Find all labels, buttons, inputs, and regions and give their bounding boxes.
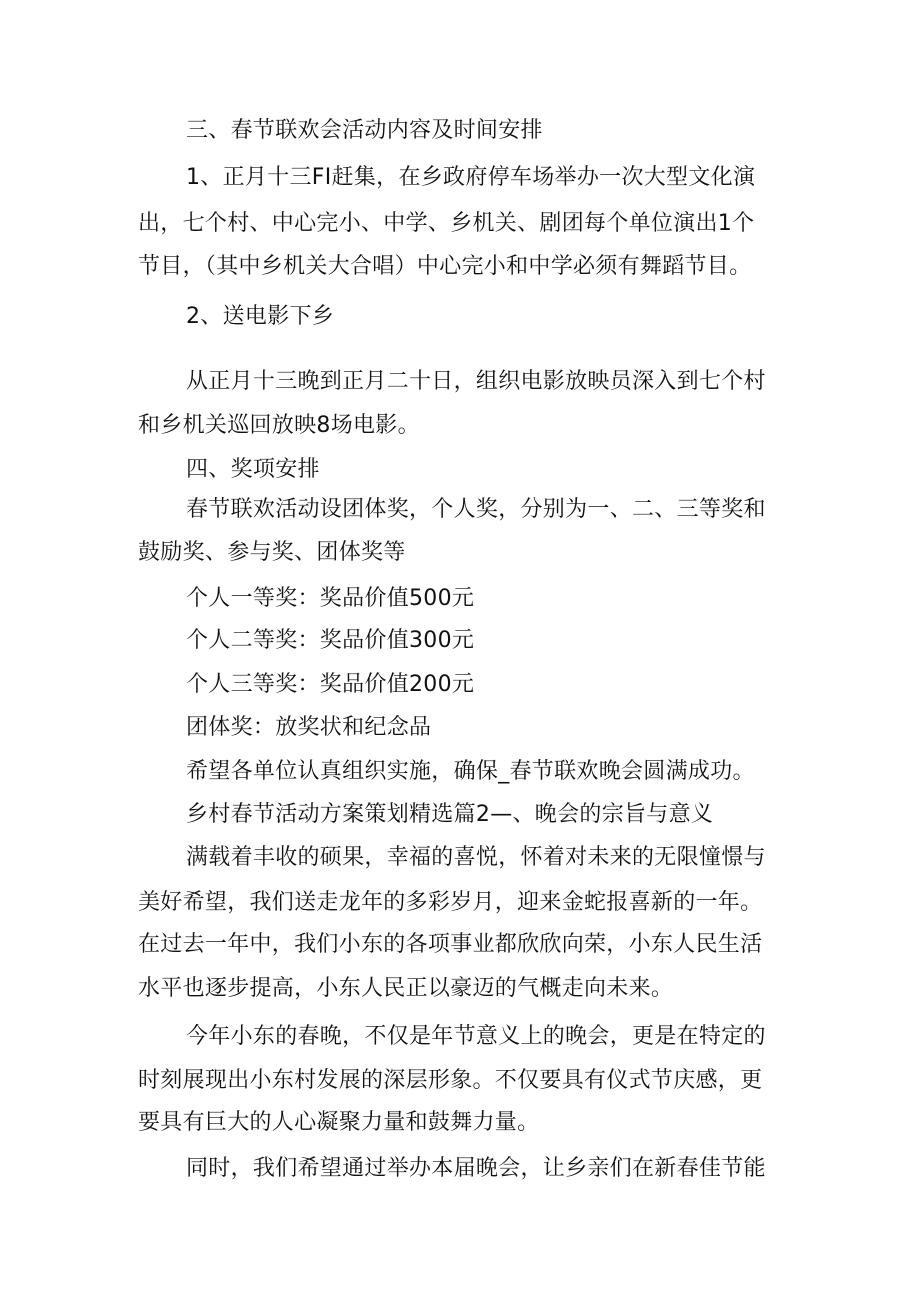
paragraph-line: 满载着丰收的硕果，幸福的喜悦，怀着对未来的无限憧憬与 xyxy=(186,845,766,870)
paragraph-line: 水平也逐步提高，小东人民正以豪迈的气概走向未来。 xyxy=(138,976,674,1001)
paragraph-line: 要具有巨大的人心凝聚力量和鼓舞力量。 xyxy=(138,1110,540,1135)
award-line: 个人一等奖：奖品价值500元 xyxy=(186,586,475,611)
section-heading-awards: 四、奖项安排 xyxy=(186,457,320,482)
paragraph-line: 同时，我们希望通过举办本届晚会，让乡亲们在新春佳节能 xyxy=(186,1156,766,1181)
section-heading-part2: 乡村春节活动方案策划精选篇2—、晚会的宗旨与意义 xyxy=(186,802,714,827)
paragraph-line: 和乡机关巡回放映8场电影。 xyxy=(138,413,420,438)
award-line: 个人三等奖：奖品价值200元 xyxy=(186,672,475,697)
award-line: 个人二等奖：奖品价值300元 xyxy=(186,628,475,653)
paragraph-line: 时刻展现出小东村发展的深层形象。不仅要具有仪式节庆感，更 xyxy=(138,1068,763,1093)
paragraph-line: 美好希望，我们送走龙年的多彩岁月，迎来金蛇报喜新的一年。 xyxy=(138,890,763,915)
paragraph-line: 今年小东的春晚，不仅是年节意义上的晚会，更是在特定的 xyxy=(186,1024,766,1049)
paragraph-line: 1、正月十三FI赶集，在乡政府停车场举办一次大型文化演 xyxy=(186,165,756,190)
paragraph-line: 春节联欢活动设团体奖，个人奖，分别为一、二、三等奖和 xyxy=(186,497,766,522)
section-heading-program: 三、春节联欢会活动内容及时间安排 xyxy=(186,118,543,143)
paragraph-line: 出，七个村、中心完小、中学、乡机关、剧团每个单位演出1个 xyxy=(138,211,755,236)
paragraph-line: 希望各单位认真组织实施，确保_春节联欢晚会圆满成功。 xyxy=(186,759,755,784)
award-line: 团体奖：放奖状和纪念品 xyxy=(186,715,432,740)
paragraph-line: 在过去一年中，我们小东的各项事业都欣欣向荣，小东人民生活 xyxy=(138,932,763,957)
list-item-heading: 2、送电影下乡 xyxy=(186,304,335,329)
paragraph-line: 鼓励奖、参与奖、团体奖等 xyxy=(138,540,406,565)
paragraph-line: 节目，（其中乡机关大合唱）中心完小和中学必须有舞蹈节目。 xyxy=(138,254,752,279)
paragraph-line: 从正月十三晚到正月二十日，组织电影放映员深入到七个村 xyxy=(186,369,766,394)
